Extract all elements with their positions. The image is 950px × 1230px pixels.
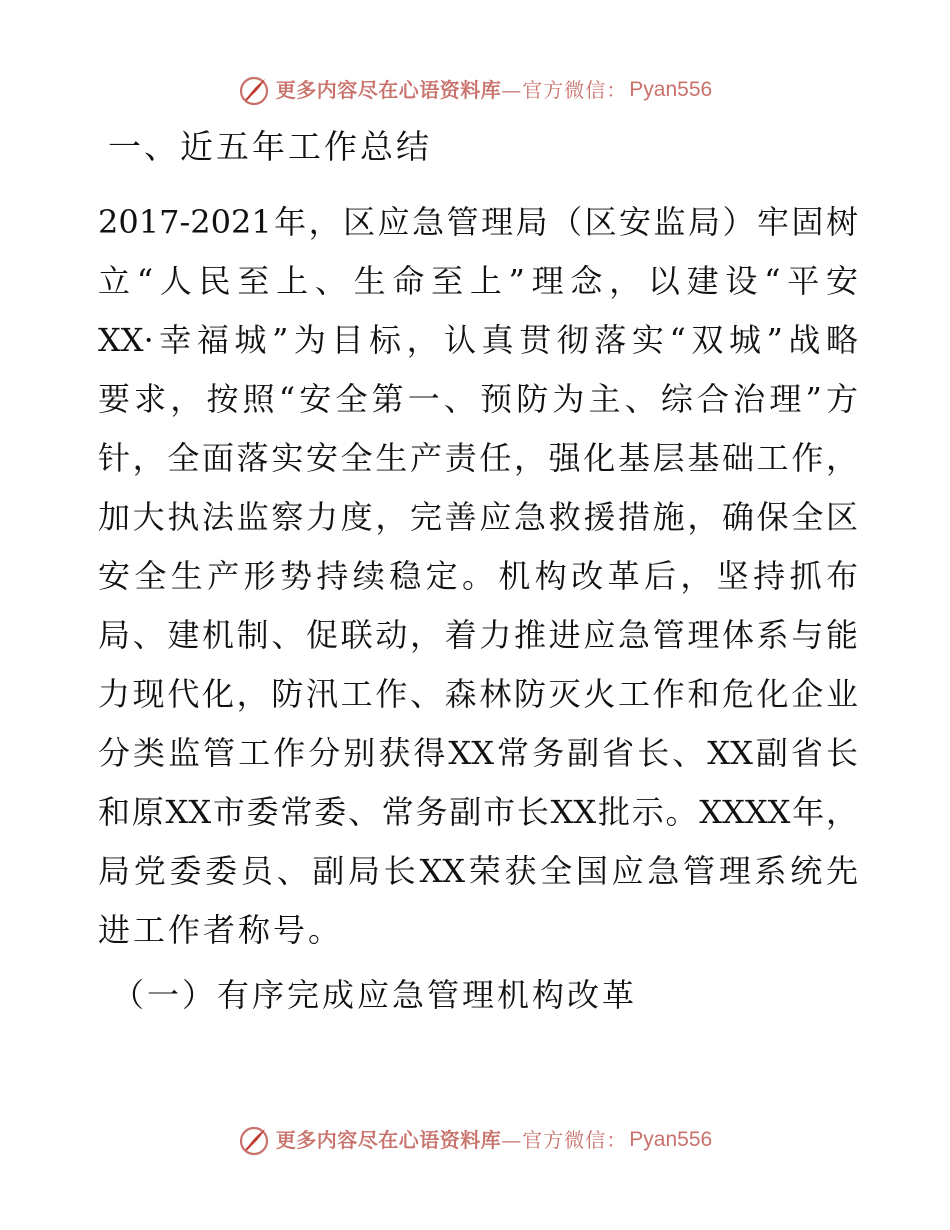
paragraph-line: 要求，按照“安全第一、预防为主、综合治理”方 xyxy=(98,380,858,418)
paragraph-line: 力现代化，防汛工作、森林防灭火工作和危化企业 xyxy=(98,675,858,713)
paragraph-line: 分类监管工作分别获得XX常务副省长、XX副省长 xyxy=(98,734,858,772)
paragraph-line: XX·幸福城”为目标，认真贯彻落实“双城”战略 xyxy=(98,321,858,359)
watermark-separator: — xyxy=(501,1128,523,1152)
paragraph-line: 和原XX市委常委、常务副市长XX批示。XXXX年， xyxy=(98,793,858,831)
paragraph-line: 2017-2021年，区应急管理局（区安监局）牢固树 xyxy=(98,203,858,241)
watermark-main-text: 更多内容尽在心语资料库 xyxy=(275,1128,502,1152)
paragraph-line: 局党委委员、副局长XX荣获全国应急管理系统先 xyxy=(98,852,858,890)
quill-logo-icon xyxy=(238,1124,270,1156)
paragraph-line: 安全生产形势持续稳定。机构改革后，坚持抓布 xyxy=(98,557,858,595)
body-paragraph xyxy=(98,193,858,960)
watermark-footer xyxy=(0,1120,950,1160)
paragraph-line-last: 进工作者称号。 xyxy=(98,911,344,949)
watermark-contact-label: 官方微信： xyxy=(522,78,628,102)
watermark-wechat-id: Pyan556 xyxy=(629,78,713,101)
paragraph-line: 加大执法监察力度，完善应急救援措施，确保全区 xyxy=(98,498,858,536)
section-subheading: （一）有序完成应急管理机构改革 xyxy=(112,976,638,1014)
watermark-separator: — xyxy=(501,78,523,102)
paragraph-line: 局、建机制、促联动，着力推进应急管理体系与能 xyxy=(98,616,858,654)
watermark-main-text: 更多内容尽在心语资料库 xyxy=(275,78,502,102)
watermark-contact-label: 官方微信： xyxy=(522,1128,628,1152)
paragraph-line: 针，全面落实安全生产责任，强化基层基础工作， xyxy=(98,439,858,477)
section-heading: 一、近五年工作总结 xyxy=(108,127,432,166)
paragraph-line: 立“人民至上、生命至上”理念，以建设“平安 xyxy=(98,262,858,300)
watermark-wechat-id: Pyan556 xyxy=(629,1128,713,1151)
